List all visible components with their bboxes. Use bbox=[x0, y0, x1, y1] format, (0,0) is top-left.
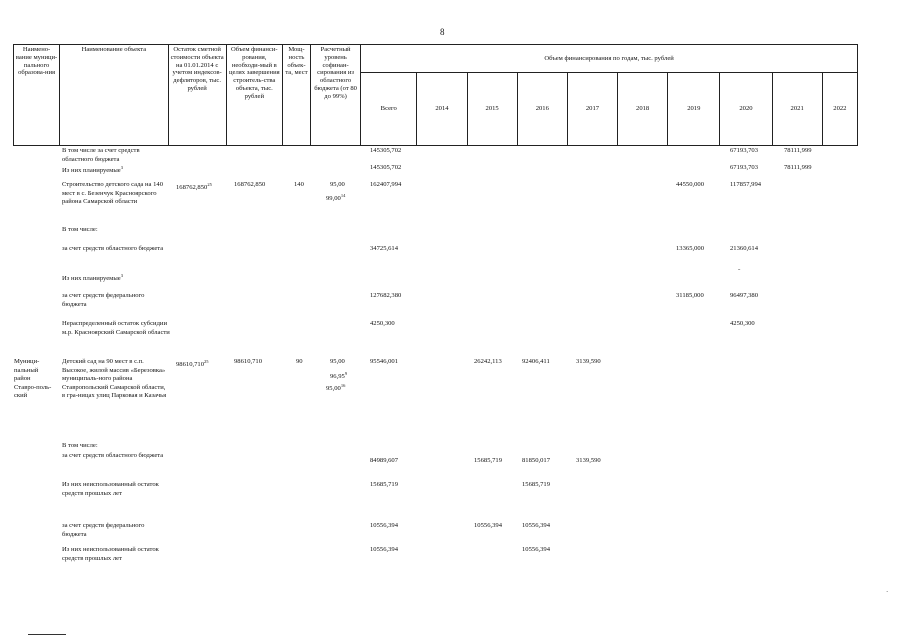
cell-total: 10556,394 bbox=[370, 522, 399, 529]
cell-capacity: 90 bbox=[296, 358, 303, 365]
scan-mark: ˇ bbox=[738, 268, 741, 276]
cell-cofinancing: 96,95$^9$ bbox=[330, 371, 348, 381]
header-year: 2019 bbox=[668, 73, 720, 146]
cell-2016: 10556,394 bbox=[522, 546, 551, 553]
table-header bbox=[13, 44, 858, 146]
cell-cofinancing: 95,00 bbox=[330, 358, 345, 365]
header-capacity: Мощ-ность объек-та, мест bbox=[282, 45, 310, 146]
header-object: Наименование объекта bbox=[60, 45, 168, 146]
scan-mark: ˊ bbox=[886, 590, 889, 598]
cell-remaining: 98610,710$^{25}$ bbox=[176, 359, 209, 369]
header-municipality: Наимено-вание муници-пального образова-ния bbox=[14, 45, 60, 146]
cell-2019: 13365,000 bbox=[676, 245, 705, 252]
cell-total: 127682,380 bbox=[370, 292, 402, 299]
row-name: за счет средств федерального бюджета bbox=[62, 292, 145, 308]
row-name: Детский сад на 90 мест в с.п. Высокое, жилой массив «Березовка» муниципаль-ного района Ставропольский Самарской области, в гра-ницах улиц Парковая и Казачья bbox=[62, 358, 167, 400]
header-year: 2021 bbox=[772, 73, 822, 146]
row-name: В том числе за счет средств областного бюджета bbox=[62, 147, 140, 163]
cell-capacity: 140 bbox=[294, 181, 304, 188]
cell-2021: 78111,999 bbox=[784, 147, 812, 154]
row-name: Из них неиспользованный остаток средств прошлых лет bbox=[62, 481, 159, 497]
footnote-separator bbox=[28, 634, 66, 635]
cell-total: 145305,702 bbox=[370, 147, 402, 154]
header-year: 2018 bbox=[618, 73, 668, 146]
header-financing-group: Объем финансирования по годам, тыс. рублей bbox=[361, 45, 858, 73]
cell-cofinancing: 99,00$^{14}$ bbox=[326, 193, 346, 203]
cell-2017: 3139,590 bbox=[576, 457, 601, 464]
row-name: Нераспределенный остаток субсидии м.р. Красноярский Самарской области bbox=[62, 320, 170, 336]
header-year: 2020 bbox=[720, 73, 772, 146]
cell-remaining: 168762,850$^{25}$ bbox=[176, 182, 212, 192]
cell-2020: 96497,380 bbox=[730, 292, 759, 299]
cell-2019: 31185,000 bbox=[676, 292, 704, 299]
row-municipality: Муници-пальный район Ставро-поль-ский bbox=[14, 358, 52, 400]
header-year: 2016 bbox=[517, 73, 567, 146]
header-year: 2022 bbox=[822, 73, 857, 146]
cell-2016: 10556,394 bbox=[522, 522, 551, 529]
header-year: 2014 bbox=[417, 73, 467, 146]
row-name: В том числе: bbox=[62, 226, 98, 233]
cell-cofinancing: 95,00 bbox=[330, 181, 345, 188]
cell-2020: 21360,614 bbox=[730, 245, 759, 252]
cell-2020: 117857,994 bbox=[730, 181, 762, 188]
cell-total: 95546,001 bbox=[370, 358, 399, 365]
row-name: Из них планируемые$^3$ bbox=[62, 273, 123, 283]
row-name: Строительство детского сада на 140 мест в с. Безенчук Красноярского района Самарской области bbox=[62, 181, 164, 206]
cell-2015: 10556,394 bbox=[474, 522, 503, 529]
cell-2020: 67193,703 bbox=[730, 147, 759, 154]
cell-volume: 98610,710 bbox=[234, 358, 263, 365]
cell-volume: 168762,850 bbox=[234, 181, 266, 188]
cell-2016: 15685,719 bbox=[522, 481, 551, 488]
row-name: В том числе: bbox=[62, 442, 98, 449]
cell-2019: 44550,000 bbox=[676, 181, 705, 188]
row-name: за счет средств областного бюджета bbox=[62, 245, 164, 252]
header-year: Всего bbox=[361, 73, 417, 146]
row-name: Из них планируемые$^3$ bbox=[62, 165, 123, 175]
cell-2020: 67193,703 bbox=[730, 164, 759, 171]
cell-total: 162407,994 bbox=[370, 181, 402, 188]
cell-total: 4250,300 bbox=[370, 320, 395, 327]
cell-2017: 3139,590 bbox=[576, 358, 601, 365]
cell-2021: 78111,999 bbox=[784, 164, 812, 171]
row-name: за счет средств федерального бюджета bbox=[62, 522, 145, 538]
cell-2015: 15685,719 bbox=[474, 457, 503, 464]
cell-cofinancing: 95,00$^{16}$ bbox=[326, 383, 346, 393]
page-number: 8 bbox=[440, 27, 445, 37]
row-name: Из них неиспользованный остаток средств прошлых лет bbox=[62, 546, 159, 562]
header-year: 2017 bbox=[567, 73, 617, 146]
cell-2016: 81850,017 bbox=[522, 457, 551, 464]
cell-total: 15685,719 bbox=[370, 481, 399, 488]
cell-total: 10556,394 bbox=[370, 546, 399, 553]
cell-total: 84989,607 bbox=[370, 457, 399, 464]
header-remaining: Остаток сметной стоимости объекта на 01.01.2014 с учетом индексов-дефляторов, тыс. рублей bbox=[168, 45, 226, 146]
cell-total: 34725,614 bbox=[370, 245, 399, 252]
row-name: за счет средств областного бюджета bbox=[62, 452, 164, 459]
cell-2015: 26242,113 bbox=[474, 358, 502, 365]
cell-2016: 92406,411 bbox=[522, 358, 550, 365]
header-volume: Объем финанси-рования, необходи-мый в целях завершения строитель-ства объекта, тыс. рублей bbox=[226, 45, 282, 146]
header-year: 2015 bbox=[467, 73, 517, 146]
cell-2020: 4250,300 bbox=[730, 320, 755, 327]
header-cofinancing: Расчетный уровень софинан-сирования из областного бюджета (от 80 до 99%) bbox=[311, 45, 361, 146]
cell-total: 145305,702 bbox=[370, 164, 402, 171]
